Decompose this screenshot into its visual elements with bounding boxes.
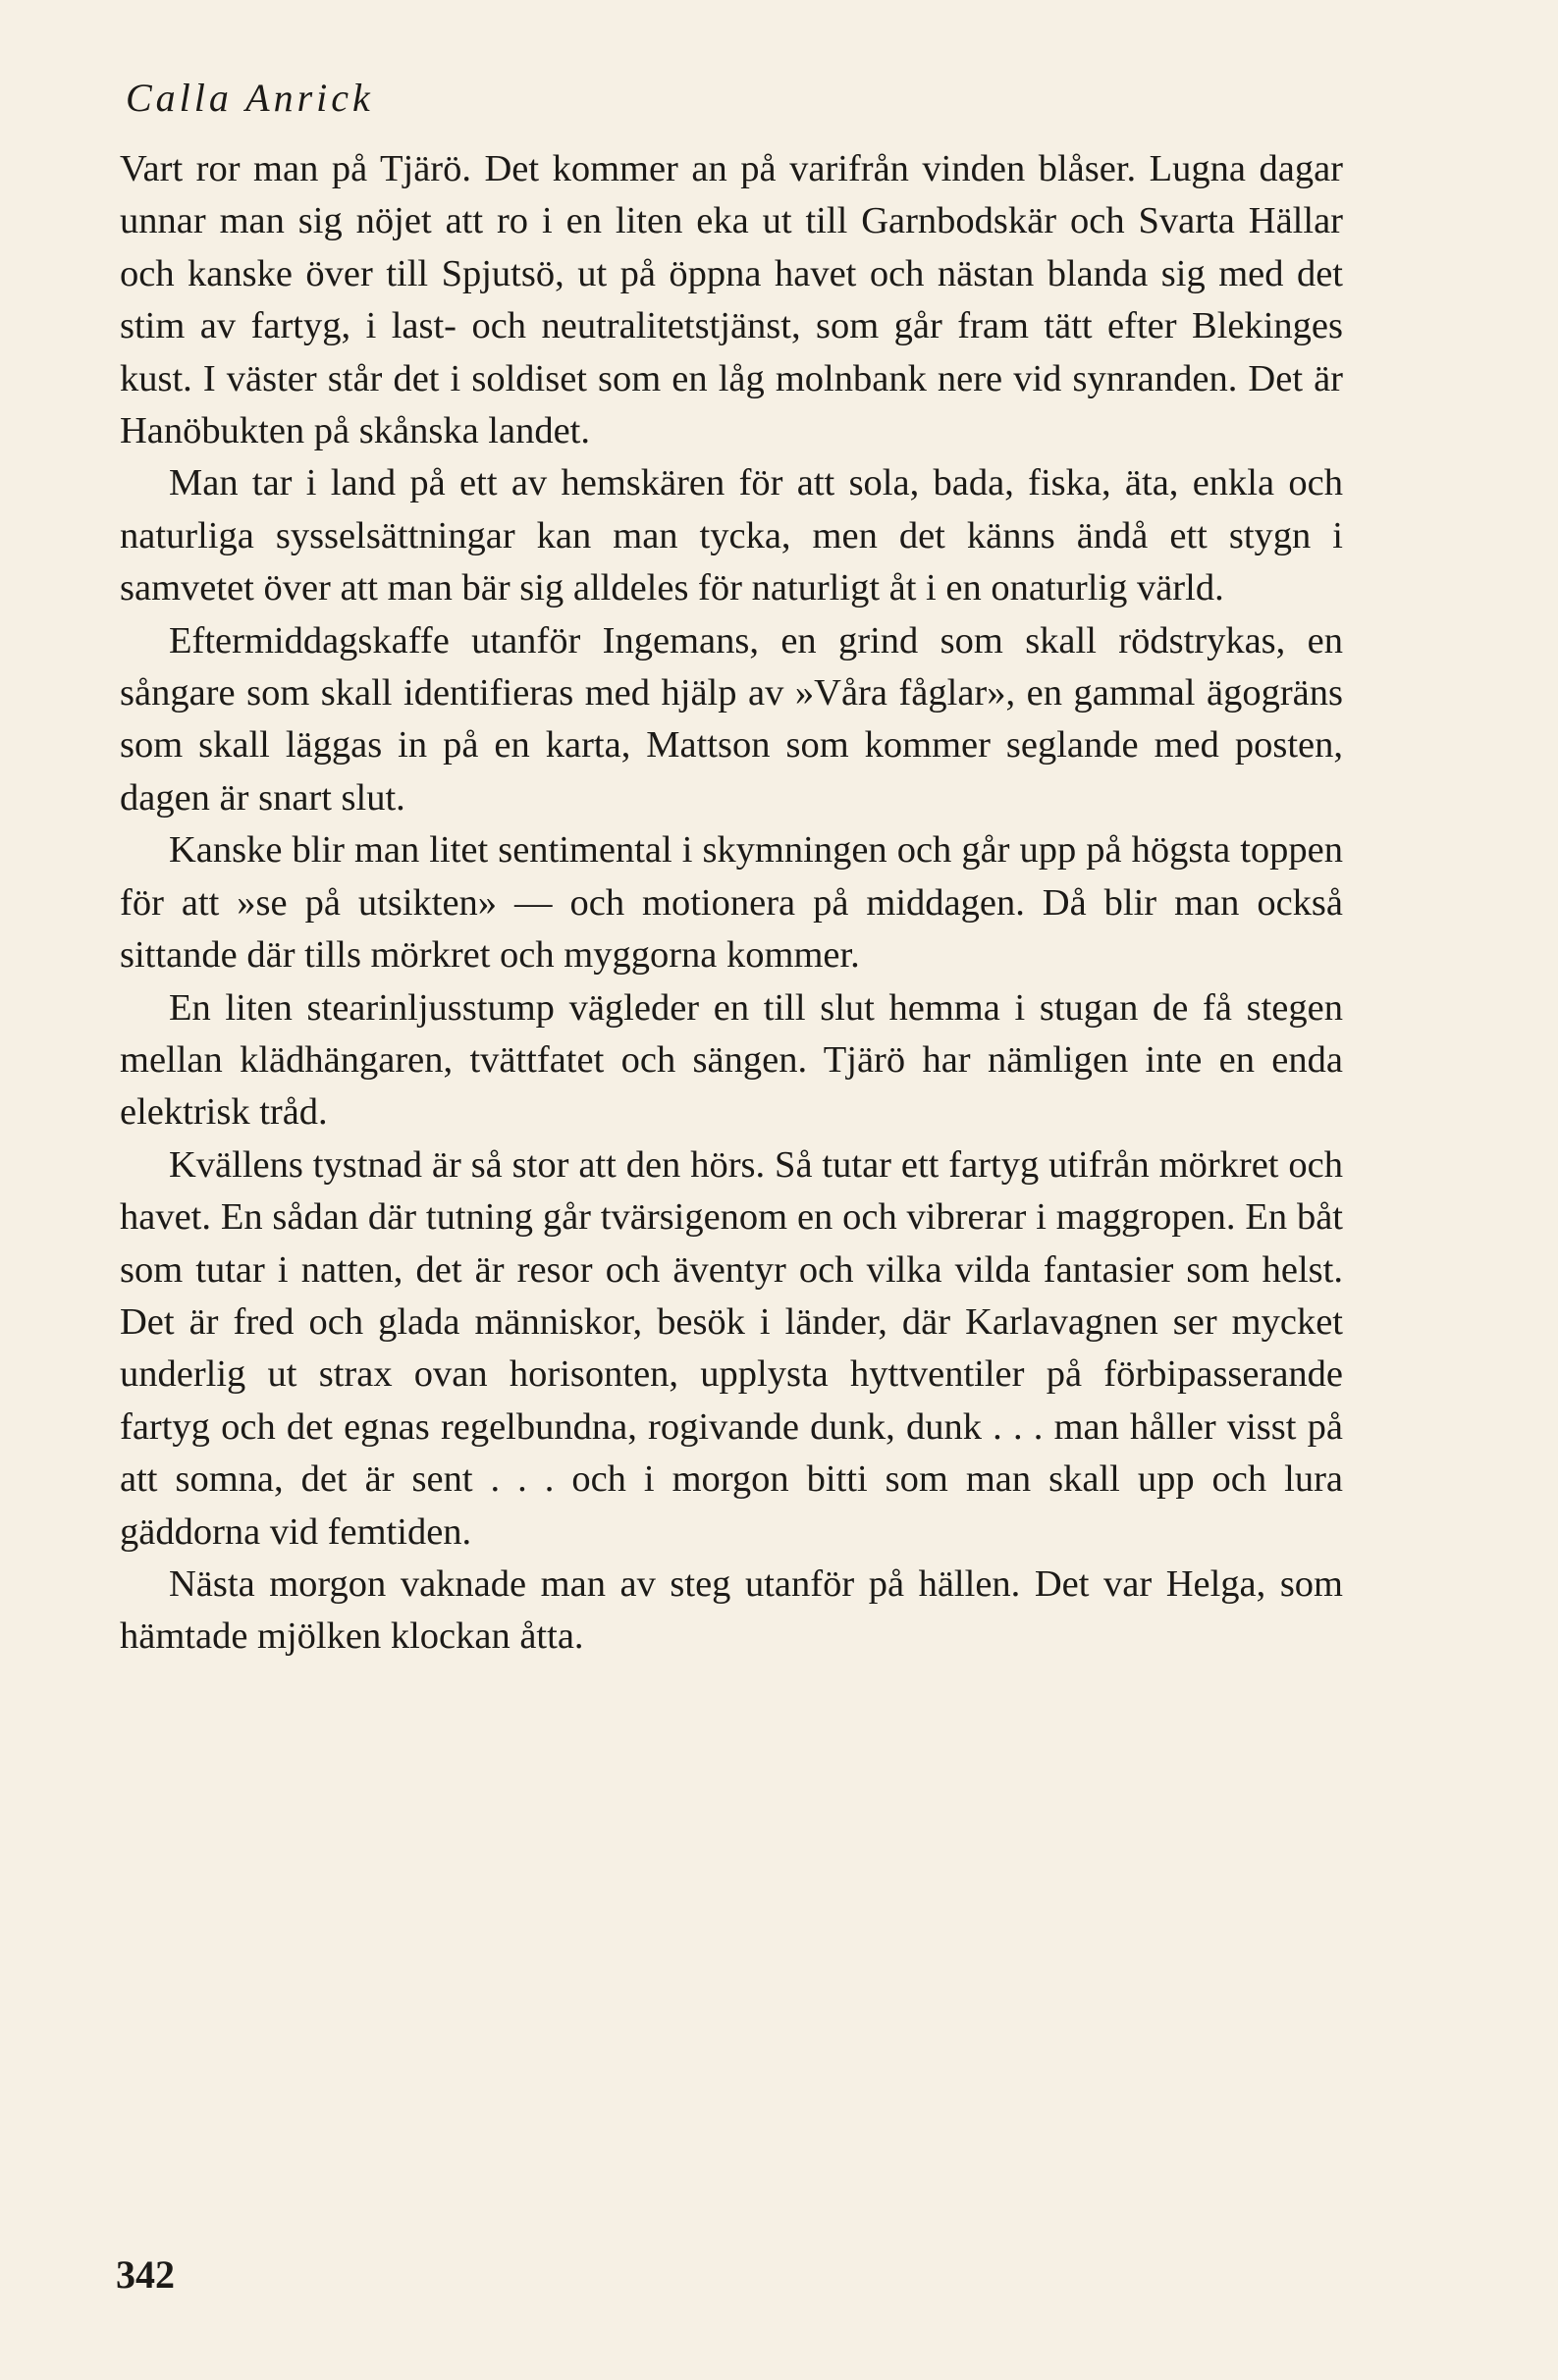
body-text	[120, 143, 1343, 1664]
paragraph-5: En liten stearinljusstump vägleder en till slut hemma i stugan de få stegen mellan klädhängaren, tvättfatet och sängen. Tjärö har nämligen inte en enda elektrisk tråd.	[120, 986, 1343, 1134]
paragraph-6: Kvällens tystnad är så stor att den hörs. Så tutar ett fartyg utifrån mörkret och havet. En sådan där tutning går tvärsigenom en och vibrerar i maggropen. En båt som tutar i natten, det är resor och äventyr och vilka vilda fantasier som helst. Det är fred och glada människor, besök i länder, där Karlavagnen ser mycket underlig ut strax ovan horisonten, upplysta hyttventiler på förbipasserande fartyg och det egnas regelbundna, rogivande dunk, dunk . . . man håller visst på att somna, det är sent . . . och i morgon bitti som man skall upp och lura gäddorna vid femtiden.	[120, 1143, 1343, 1553]
paragraph-2: Man tar i land på ett av hemskären för att sola, bada, fiska, äta, enkla och naturliga sysselsättningar kan man tycka, men det känns ändå ett stygn i samvetet över att man bär sig alldeles för naturligt åt i en onaturlig värld.	[120, 462, 1343, 609]
paragraph-3: Eftermiddagskaffe utanför Ingemans, en grind som skall rödstrykas, en sångare som skall identifieras med hjälp av »Våra fåglar», en gammal ägogräns som skall läggas in på en karta, Mattson som kommer seglande med posten, dagen är snart slut.	[120, 619, 1343, 819]
paragraph-4: Kanske blir man litet sentimental i skymningen och går upp på högsta toppen för att »se på utsikten» — och motionera på middagen. Då blir man också sittande där tills mörkret och myggorna kommer.	[120, 829, 1343, 977]
running-head-author: Calla Anrick	[126, 76, 374, 120]
page-number: 342	[116, 2252, 175, 2297]
paragraph-7: Nästa morgon vaknade man av steg utanför på hällen. Det var Helga, som hämtade mjölken klockan åtta.	[120, 1562, 1343, 1658]
paragraph-1: Vart ror man på Tjärö. Det kommer an på varifrån vinden blåser. Lugna dagar unnar man sig nöjet att ro i en liten eka ut till Garnbodskär och Svarta Hällar och kanske över till Spjutsö, ut på öppna havet och nästan blanda sig med det stim av fartyg, i last- och neutralitetstjänst, som går fram tätt efter Blekinges kust. I väster står det i soldiset som en låg molnbank nere vid synranden. Det är Hanöbukten på skånska landet.	[120, 148, 1343, 452]
